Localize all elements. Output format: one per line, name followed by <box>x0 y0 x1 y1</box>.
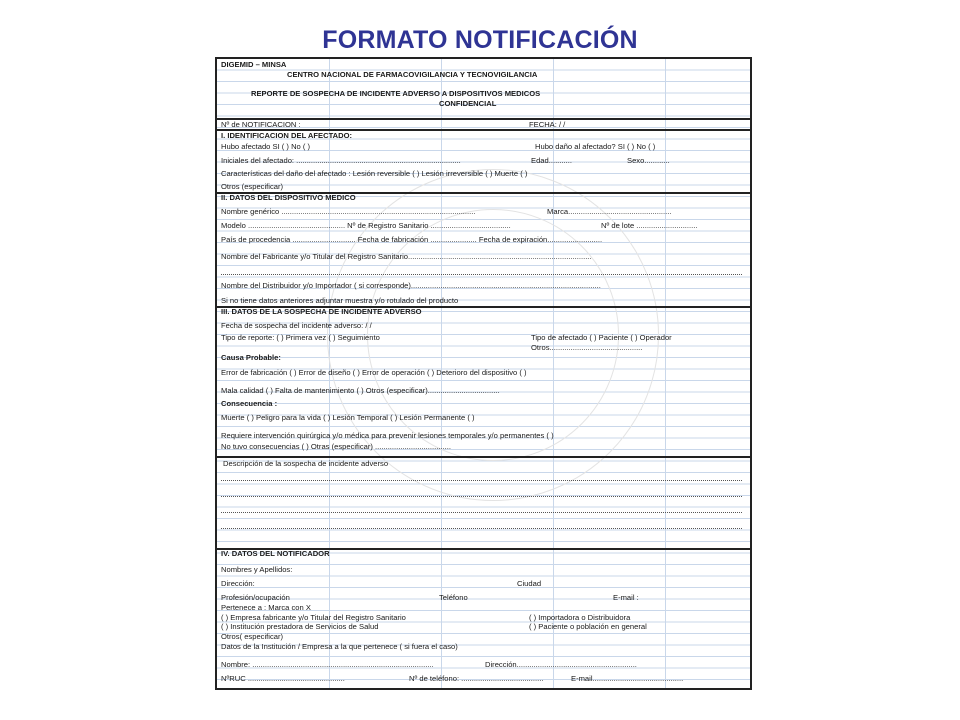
center-label: CENTRO NACIONAL DE FARMACOVIGILANCIA Y TECNOVIGILANCIA <box>287 70 538 79</box>
damage-field: Hubo daño al afectado? SI ( ) No ( ) <box>535 142 656 151</box>
initials-field: Iniciales del afectado: .............................................................................. <box>221 156 461 165</box>
cause-title: Causa Probable: <box>221 353 281 362</box>
consequence-row-2: Requiere intervención quirúrgica y/o médica para prevenir lesiones temporales y/o permanentes ( ) <box>221 431 554 440</box>
blank-line <box>221 511 742 513</box>
email-field: E-mail : <box>613 593 639 602</box>
incident-date-field: Fecha de sospecha del incidente adverso: / / <box>221 321 372 330</box>
notification-date: FECHA: / / <box>529 120 566 129</box>
ruc-field: NºRUC .............................................. <box>221 674 345 683</box>
model-field: Modelo .............................................. Nº de Registro Sanitario ...................................... <box>221 221 511 230</box>
damage-characteristics: Características del daño del afectado : Lesión reversible ( ) Lesión irreversible ( ) Muerte ( ) <box>221 169 528 178</box>
section-3-title: III. DATOS DE LA SOSPECHA DE INCIDENTE ADVERSO <box>221 307 422 316</box>
consequence-row-3: No tuvo consecuencias ( ) Otras (especificar) .................................... <box>221 442 451 451</box>
affected-field: Hubo afectado SI ( ) No ( ) <box>221 142 311 151</box>
option-health-institution: ( ) Institución prestadora de Servicios de Salud <box>221 622 379 631</box>
consequence-row-1: Muerte ( ) Peligro para la vida ( ) Lesión Temporal ( ) Lesión Permanente ( ) <box>221 413 475 422</box>
others-field: Otros (especificar) <box>221 182 284 191</box>
report-title: REPORTE DE SOSPECHA DE INCIDENTE ADVERSO A DISPOSITIVOS MEDICOS <box>251 89 541 98</box>
city-field: Ciudad <box>517 579 542 588</box>
profession-field: Profesión/ocupación <box>221 593 290 602</box>
option-patient: ( ) Paciente o población en general <box>529 622 647 631</box>
grid-line <box>665 59 666 688</box>
section-2-title: II. DATOS DEL DISPOSITIVO MEDICO <box>221 193 356 202</box>
option-distributor: ( ) Importadora o Distribuidora <box>529 613 631 622</box>
generic-name-field: Nombre genérico ............................................................................................ <box>221 207 476 216</box>
brand-field: Marca................................................. <box>547 207 672 216</box>
notification-number: Nº de NOTIFICACION : <box>221 120 301 129</box>
country-field: País de procedencia .............................. Fecha de fabricación ...................... Fecha de expiración.......................... <box>221 235 603 244</box>
confidential-label: CONFIDENCIAL <box>439 99 497 108</box>
institution-phone-field: Nº de teléfono: ....................................... <box>409 674 544 683</box>
section-4-title: IV. DATOS DEL NOTIFICADOR <box>221 549 330 558</box>
belongs-label: Pertenece a : Marca con X <box>221 603 311 612</box>
institution-name-field: Nombre: ...................................................................................... <box>221 660 434 669</box>
divider <box>217 456 750 458</box>
blank-line <box>221 479 742 481</box>
description-label: Descripción de la sospecha de incidente adverso <box>223 459 389 468</box>
institution-data-label: Datos de la Institución / Empresa a la que pertenece ( si fuera el caso) <box>221 642 458 651</box>
age-field: Edad........... <box>531 156 572 165</box>
lot-field: Nº de lote ............................. <box>601 221 698 230</box>
affected-type-field: Tipo de afectado ( ) Paciente ( ) Operador <box>531 333 672 342</box>
notification-form <box>215 57 752 690</box>
others-specify: Otros( especificar) <box>221 632 284 641</box>
report-type-field: Tipo de reporte: ( ) Primera vez ( ) Seguimiento <box>221 333 380 342</box>
sample-note: Si no tiene datos anteriores adjuntar muestra y/o rotulado del producto <box>221 296 459 305</box>
names-field: Nombres y Apellidos: <box>221 565 293 574</box>
institution-email-field: E-mail........................................... <box>571 674 684 683</box>
consequence-title: Consecuencia : <box>221 399 278 408</box>
org-label: DIGEMID – MINSA <box>221 60 287 69</box>
affected-others-field: Otros............................................ <box>531 343 643 352</box>
cause-row-2: Mala calidad ( ) Falta de mantenimiento ( ) Otros (especificar).................................. <box>221 386 500 395</box>
blank-line <box>221 495 742 497</box>
institution-address-field: Dirección......................................................... <box>485 660 637 669</box>
address-field: Dirección: <box>221 579 255 588</box>
blank-line <box>221 527 742 529</box>
page-title: FORMATO NOTIFICACIÓN <box>322 26 638 54</box>
sex-field: Sexo............ <box>627 156 670 165</box>
blank-line <box>221 273 742 275</box>
cause-row-1: Error de fabricación ( ) Error de diseño ( ) Error de operación ( ) Deterioro del dispositivo ( ) <box>221 368 527 377</box>
option-manufacturer: ( ) Empresa fabricante y/o Titular del Registro Sanitario <box>221 613 406 622</box>
section-1-title: I. IDENTIFICACION DEL AFECTADO: <box>221 131 353 140</box>
phone-field: Teléfono <box>439 593 468 602</box>
manufacturer-field: Nombre del Fabricante y/o Titular del Registro Sanitario....................................................................................... <box>221 252 592 261</box>
distributor-field: Nombre del Distribuidor y/o Importador ( si corresponde).......................................................................................... <box>221 281 601 290</box>
